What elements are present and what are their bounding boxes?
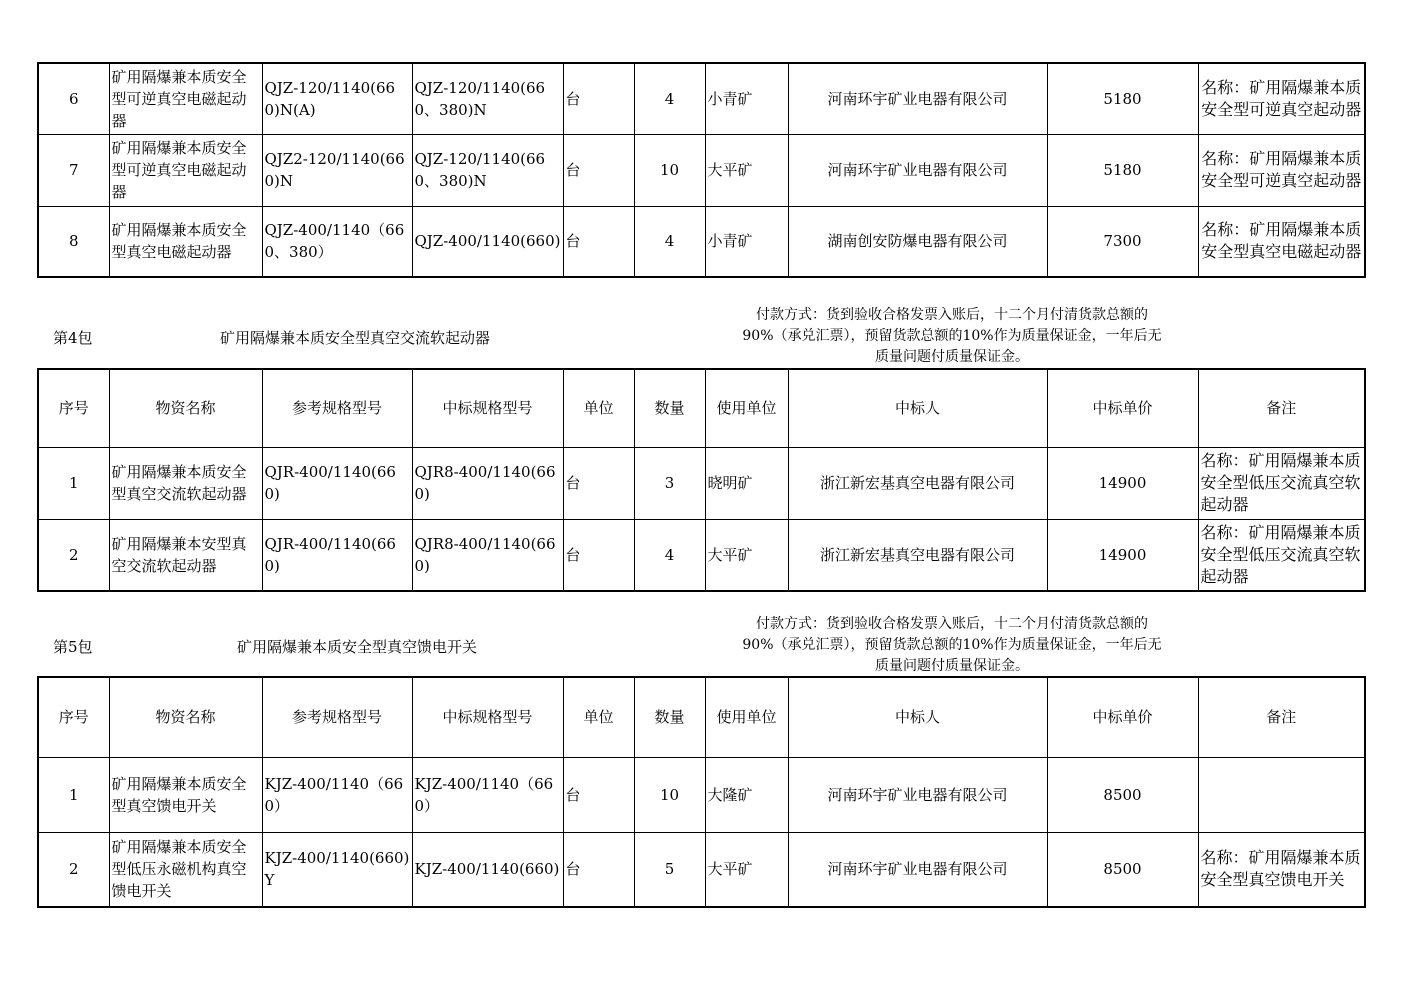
- cell-winner: 河南环宇矿业电器有限公司: [788, 757, 1047, 832]
- header-cell: 中标规格型号: [412, 369, 563, 447]
- cell-note: 名称：矿用隔爆兼本质安全型真空电磁起动器: [1198, 206, 1365, 277]
- header-cell: 物资名称: [109, 677, 262, 757]
- header-cell: 物资名称: [109, 369, 262, 447]
- header-cell: 使用单位: [705, 369, 788, 447]
- cell-user: 大平矿: [705, 519, 788, 591]
- payment-line: 90%（承兑汇票），预留货款总额的10%作为质量保证金，一年后无: [742, 637, 1162, 653]
- header-cell: 中标人: [788, 369, 1047, 447]
- table-row: [38, 134, 1365, 206]
- header-cell: 序号: [38, 677, 109, 757]
- cell-name: 矿用隔爆兼本质安全型可逆真空电磁起动器: [109, 134, 262, 206]
- cell-user: 大平矿: [705, 832, 788, 907]
- cell-no: 2: [38, 519, 109, 591]
- header-cell: 单位: [563, 677, 634, 757]
- cell-name: 矿用隔爆兼本安型真空交流软起动器: [109, 519, 262, 591]
- package-title: 矿用隔爆兼本质安全型真空馈电开关: [237, 638, 478, 656]
- cell-qty: 4: [634, 206, 705, 277]
- table-row: [38, 447, 1365, 519]
- cell-no: 2: [38, 832, 109, 907]
- payment-line: 90%（承兑汇票），预留货款总额的10%作为质量保证金，一年后无: [742, 328, 1162, 344]
- cell-ref: QJZ2-120/1140(660)N: [262, 134, 412, 206]
- cell-name: 矿用隔爆兼本质安全型真空交流软起动器: [109, 447, 262, 519]
- payment-line: 质量问题付质量保证金。: [875, 658, 1029, 674]
- cell-user: 大平矿: [705, 134, 788, 206]
- header-row: [38, 677, 1365, 757]
- cell-unit: 台: [563, 757, 634, 832]
- cell-price: 7300: [1047, 206, 1198, 277]
- cell-bid: QJZ-400/1140(660): [412, 206, 563, 277]
- cell-ref: KJZ-400/1140（660）: [262, 757, 412, 832]
- cell-ref: QJR-400/1140(660): [262, 519, 412, 591]
- cell-ref: QJZ-120/1140(660)N(A): [262, 63, 412, 134]
- cell-name: 矿用隔爆兼本质安全型真空馈电开关: [109, 757, 262, 832]
- cell-winner: 河南环宇矿业电器有限公司: [788, 134, 1047, 206]
- header-cell: 数量: [634, 369, 705, 447]
- cell-price: 14900: [1047, 447, 1198, 519]
- header-cell: 中标人: [788, 677, 1047, 757]
- package-label: 第4包: [53, 329, 93, 347]
- cell-winner: 河南环宇矿业电器有限公司: [788, 832, 1047, 907]
- cell-bid: KJZ-400/1140（660）: [412, 757, 563, 832]
- header-cell: 中标单价: [1047, 677, 1198, 757]
- cell-note: 名称：矿用隔爆兼本质安全型可逆真空起动器: [1198, 134, 1365, 206]
- top-table: [37, 62, 1366, 278]
- cell-user: 小青矿: [705, 206, 788, 277]
- cell-qty: 5: [634, 832, 705, 907]
- table-row: [38, 519, 1365, 591]
- cell-unit: 台: [563, 206, 634, 277]
- package5-table: [37, 676, 1366, 908]
- cell-qty: 4: [634, 519, 705, 591]
- cell-bid: QJZ-120/1140(660、380)N: [412, 134, 563, 206]
- cell-price: 8500: [1047, 757, 1198, 832]
- cell-price: 8500: [1047, 832, 1198, 907]
- table-row: [38, 757, 1365, 832]
- cell-unit: 台: [563, 134, 634, 206]
- cell-ref: KJZ-400/1140(660)Y: [262, 832, 412, 907]
- cell-name: 矿用隔爆兼本质安全型低压永磁机构真空馈电开关: [109, 832, 262, 907]
- cell-winner: 河南环宇矿业电器有限公司: [788, 63, 1047, 134]
- cell-price: 14900: [1047, 519, 1198, 591]
- cell-no: 1: [38, 757, 109, 832]
- cell-bid: QJR8-400/1140(660): [412, 519, 563, 591]
- cell-unit: 台: [563, 519, 634, 591]
- cell-qty: 4: [634, 63, 705, 134]
- cell-note: 名称：矿用隔爆兼本质安全型低压交流真空软起动器: [1198, 447, 1365, 519]
- header-cell: 使用单位: [705, 677, 788, 757]
- cell-qty: 3: [634, 447, 705, 519]
- table-row: [38, 206, 1365, 277]
- header-cell: 数量: [634, 677, 705, 757]
- cell-unit: 台: [563, 447, 634, 519]
- header-cell: 参考规格型号: [262, 677, 412, 757]
- cell-no: 8: [38, 206, 109, 277]
- cell-unit: 台: [563, 832, 634, 907]
- payment-line: 质量问题付质量保证金。: [875, 349, 1029, 365]
- payment-line: 付款方式：货到验收合格发票入账后，十二个月付清货款总额的: [756, 307, 1148, 323]
- header-cell: 参考规格型号: [262, 369, 412, 447]
- cell-user: 大隆矿: [705, 757, 788, 832]
- cell-name: 矿用隔爆兼本质安全型真空电磁起动器: [109, 206, 262, 277]
- cell-name: 矿用隔爆兼本质安全型可逆真空电磁起动器: [109, 63, 262, 134]
- cell-winner: 湖南创安防爆电器有限公司: [788, 206, 1047, 277]
- cell-unit: 台: [563, 63, 634, 134]
- cell-ref: QJZ-400/1140（660、380）: [262, 206, 412, 277]
- cell-no: 1: [38, 447, 109, 519]
- header-row: [38, 369, 1365, 447]
- payment-terms: [707, 305, 1197, 368]
- header-cell: 单位: [563, 369, 634, 447]
- cell-winner: 浙江新宏基真空电器有限公司: [788, 447, 1047, 519]
- cell-note: 名称：矿用隔爆兼本质安全型低压交流真空软起动器: [1198, 519, 1365, 591]
- cell-price: 5180: [1047, 134, 1198, 206]
- package-title: 矿用隔爆兼本质安全型真空交流软起动器: [220, 329, 491, 347]
- cell-note: 名称：矿用隔爆兼本质安全型真空馈电开关: [1198, 832, 1365, 907]
- cell-bid: QJZ-120/1140(660、380)N: [412, 63, 563, 134]
- cell-price: 5180: [1047, 63, 1198, 134]
- package-label: 第5包: [53, 638, 93, 656]
- cell-note: 名称：矿用隔爆兼本质安全型可逆真空起动器: [1198, 63, 1365, 134]
- payment-terms: [707, 614, 1197, 677]
- cell-qty: 10: [634, 757, 705, 832]
- table-row: [38, 63, 1365, 134]
- cell-no: 7: [38, 134, 109, 206]
- cell-note: [1198, 757, 1365, 832]
- cell-ref: QJR-400/1140(660): [262, 447, 412, 519]
- cell-user: 晓明矿: [705, 447, 788, 519]
- cell-bid: QJR8-400/1140(660): [412, 447, 563, 519]
- cell-bid: KJZ-400/1140(660): [412, 832, 563, 907]
- payment-line: 付款方式：货到验收合格发票入账后，十二个月付清货款总额的: [756, 616, 1148, 632]
- package4-table: [37, 368, 1366, 592]
- cell-no: 6: [38, 63, 109, 134]
- cell-qty: 10: [634, 134, 705, 206]
- cell-user: 小青矿: [705, 63, 788, 134]
- table-row: [38, 832, 1365, 907]
- header-cell: 中标规格型号: [412, 677, 563, 757]
- header-cell: 序号: [38, 369, 109, 447]
- cell-winner: 浙江新宏基真空电器有限公司: [788, 519, 1047, 591]
- header-cell: 备注: [1198, 677, 1365, 757]
- header-cell: 备注: [1198, 369, 1365, 447]
- header-cell: 中标单价: [1047, 369, 1198, 447]
